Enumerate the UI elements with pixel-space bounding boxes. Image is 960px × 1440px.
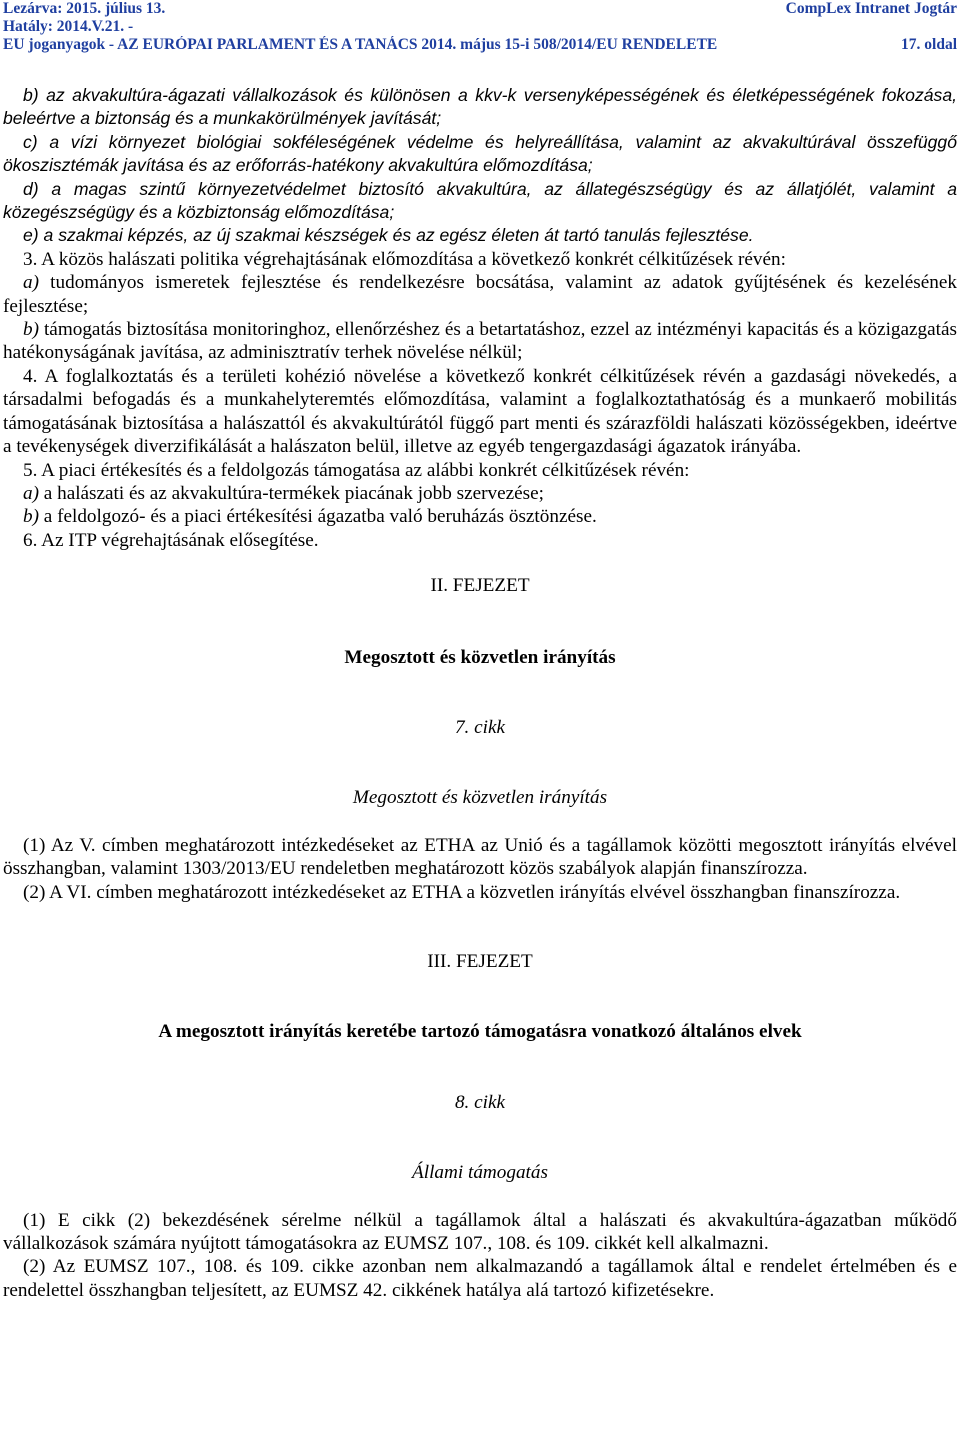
article-8-paragraph-1: (1) E cikk (2) bekezdésének sérelme nélkül a tagállamok által a halászati és akvakultúra-ágazatban működő vállalkozások számára nyújtott támogatásokra az EUMSZ 107., 108. és 109. cikkét kell alkalmazni. xyxy=(3,1209,957,1254)
paragraph-e-training: e) a szakmai képzés, az új szakmai készségek és az egész életen át tartó tanulás fejlesztése. xyxy=(23,225,754,246)
paragraph-d-environment: d) a magas szintű környezetvédelmet biztosító akvakultúra, az állategészségügy és az állatjólét, valamint a közegészségügy és a közbiztonság előmozdítása; xyxy=(3,178,957,223)
paragraph-3a xyxy=(3,271,957,318)
article-8-heading: 8. cikk xyxy=(454,1091,506,1113)
header-row-1 xyxy=(3,0,957,18)
text-3a: tudományos ismeretek fejlesztése és rendelkezésre bocsátása, valamint az adatok gyűjtésének és kezelésének fejlesztése; xyxy=(3,272,957,317)
article-7-paragraph-1: (1) Az V. címben meghatározott intézkedéseket az ETHA az Unió és a tagállamok közötti megosztott irányítás elvével összhangban, valamint 1303/2013/EU rendeletben meghatározott közös szabályok alapján finanszírozza. xyxy=(3,834,957,880)
source-title: CompLex Intranet Jogtár xyxy=(785,0,957,17)
paragraph-6: 6. Az ITP végrehajtásának elősegítése. xyxy=(23,529,319,551)
chapter-2-heading: II. FEJEZET xyxy=(430,575,530,597)
effective-date: Hatály: 2014.V.21. - xyxy=(3,18,134,35)
paragraph-5a xyxy=(3,482,957,505)
article-7-heading: 7. cikk xyxy=(454,716,506,738)
paragraph-3b xyxy=(3,318,957,365)
paragraph-3: 3. A közös halászati politika végrehajtásának előmozdítása a következő konkrét célkitűzések révén: xyxy=(23,248,786,270)
article-7-paragraph-2: (2) A VI. címben meghatározott intézkedéseket az ETHA a közvetlen irányítás elvével összhangban finanszírozza. xyxy=(23,881,901,903)
paragraph-4: 4. A foglalkoztatás és a területi kohézió növelése a következő konkrét célkitűzések révén a gazdasági növekedés, a társadalmi befogadás és a munkahelyteremtés előmozdítása, valamint a foglalkoztathatóság és a munkaerő mobilitás támogatásának biztosítása a halászattól és akvakultúrától függő part menti és szárazföldi halászati közösségekben, ideértve a tevékenységek diverzifikálását a halászaton belül, illetve az egyéb tengergazdasági ágazatok irányába. xyxy=(3,365,957,458)
header-row-2 xyxy=(3,18,957,36)
label-5b: b) xyxy=(23,506,39,528)
label-3b: b) xyxy=(23,319,39,341)
page-number: 17. oldal xyxy=(901,36,957,53)
paragraph-5b xyxy=(3,505,957,528)
text-5a: a halászati és az akvakultúra-termékek piacának jobb szervezése; xyxy=(38,482,544,504)
paragraph-5: 5. A piaci értékesítés és a feldolgozás támogatása az alábbi konkrét célkitűzések révén: xyxy=(23,459,690,481)
chapter-3-heading: III. FEJEZET xyxy=(427,950,533,972)
chapter-2-title: Megosztott és közvetlen irányítás xyxy=(344,646,616,668)
text-3b: támogatás biztosítása monitoringhoz, ellenőrzéshez és a betartatáshoz, ezzel az intézményi kapacitás és a közigazgatás hatékonyságának javítása, az adminisztratív terhek növelése nélkül; xyxy=(3,319,957,364)
label-5a: a) xyxy=(23,482,39,504)
paragraph-b-competitiveness: b) az akvakultúra-ágazati vállalkozások és különösen a kkv-k versenyképességének és életképességének fokozása, beleértve a biztonság és a munkakörülmények javítását; xyxy=(3,85,957,129)
article-7-title: Megosztott és közvetlen irányítás xyxy=(352,787,608,809)
article-8-title: Állami támogatás xyxy=(412,1162,548,1184)
closing-date: Lezárva: 2015. július 13. xyxy=(3,0,166,17)
page-header xyxy=(3,0,957,54)
document-body xyxy=(3,84,957,1302)
label-3a: a) xyxy=(23,272,39,294)
header-row-3 xyxy=(3,36,957,54)
chapter-3-title: A megosztott irányítás keretébe tartozó támogatásra vonatkozó általános elvek xyxy=(158,1021,802,1043)
text-5b: a feldolgozó- és a piaci értékesítési ágazatba való beruházás ösztönzése. xyxy=(38,506,597,528)
article-8-paragraph-2: (2) Az EUMSZ 107., 108. és 109. cikke azonban nem alkalmazandó a tagállamok által e rendelet értelmében és e rendelettel összhangban teljesített, az EUMSZ 42. cikkének hatálya alá tartozó kifizetésekre. xyxy=(3,1256,957,1301)
paragraph-c-biodiversity: c) a vízi környezet biológiai sokféleségének védelme és helyreállítása, valamint az akvakultúrával összefüggő ökoszisztémák javítása és az erőforrás-hatékony akvakultúra előmozdítása; xyxy=(3,131,957,176)
document-title: EU joganyagok - AZ EURÓPAI PARLAMENT ÉS A TANÁCS 2014. május 15-i 508/2014/EU RENDELETE xyxy=(3,36,718,53)
